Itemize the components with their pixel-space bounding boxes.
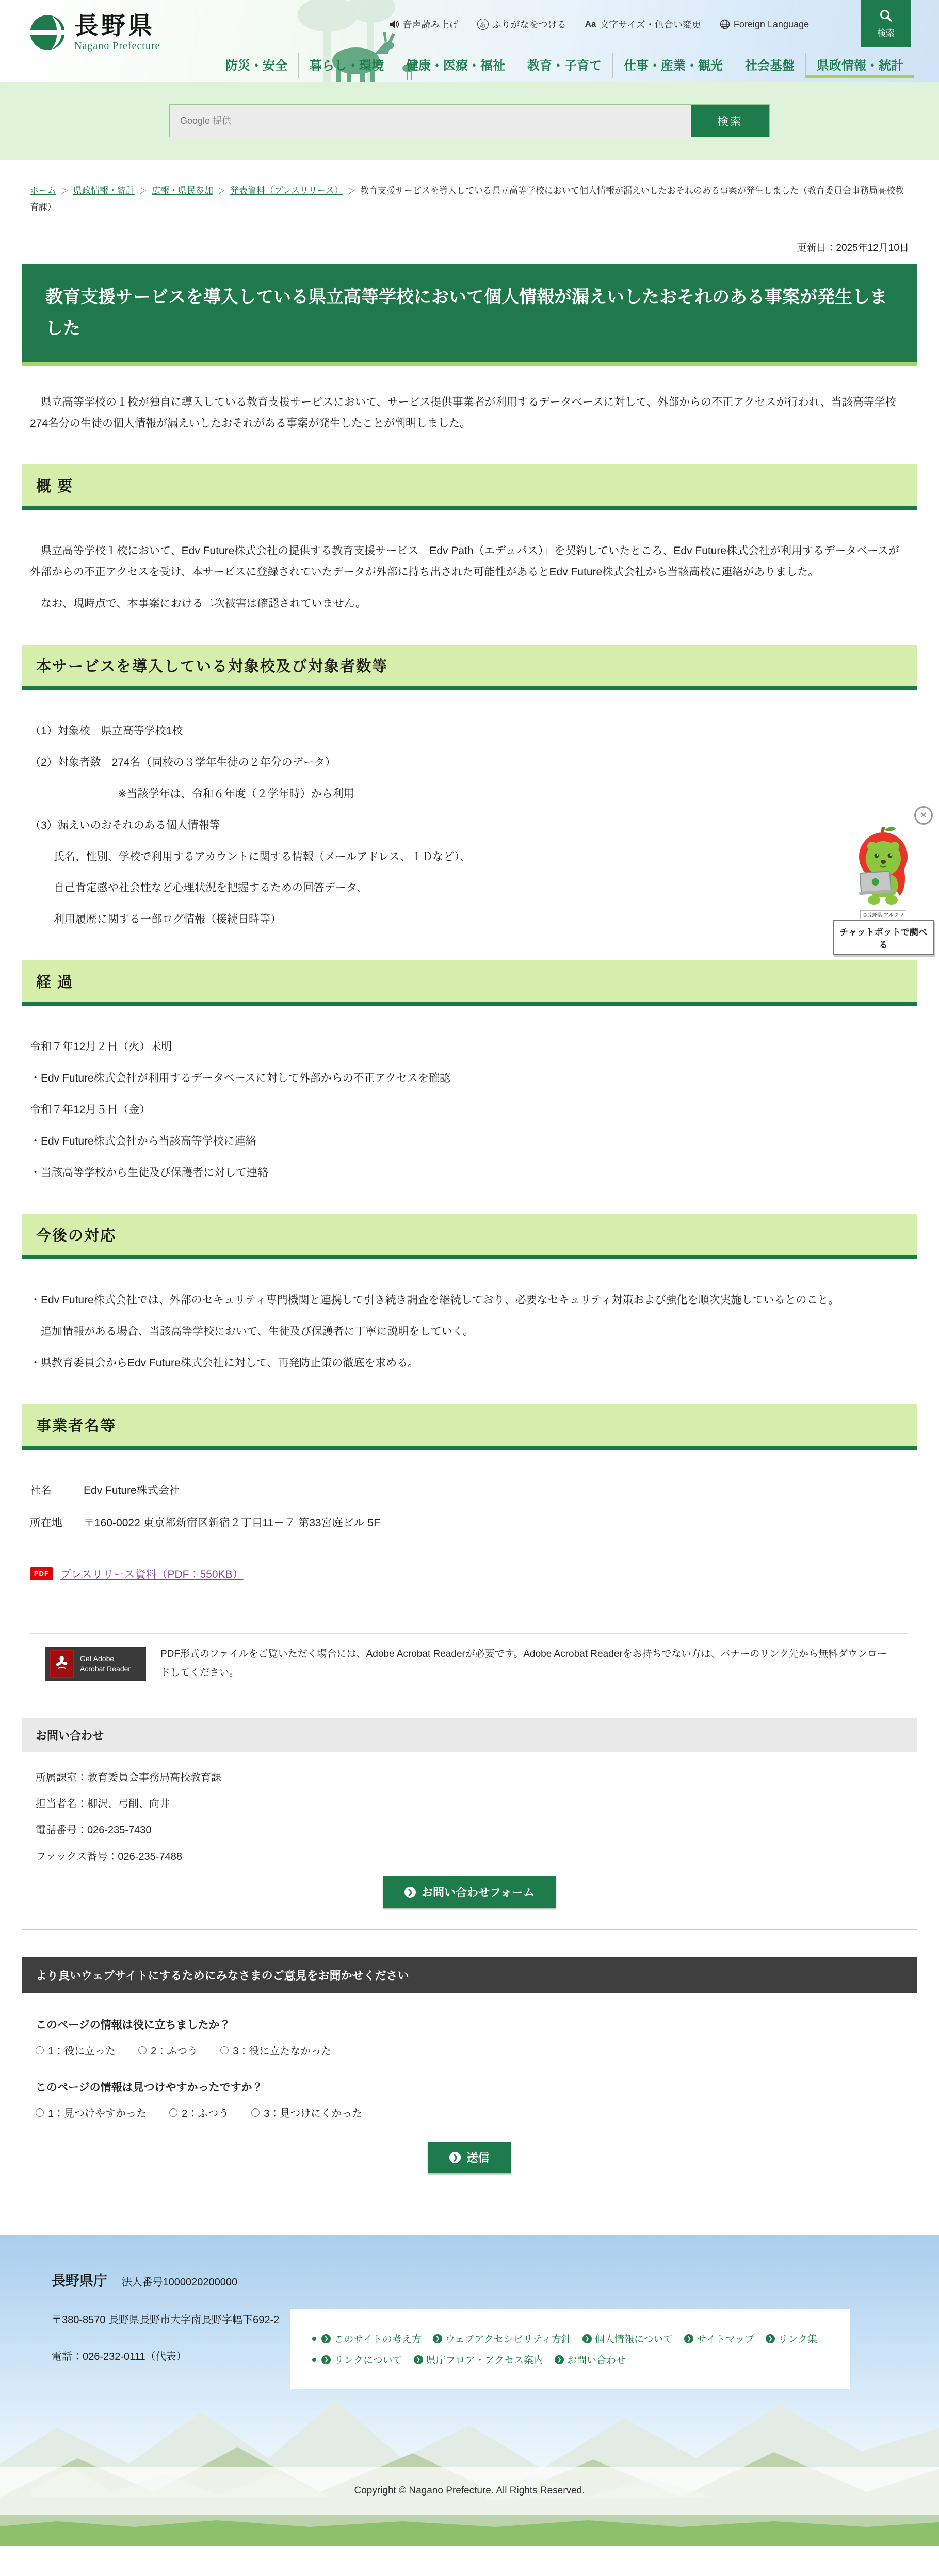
feedback-options-useful [36, 2042, 903, 2057]
globe-icon [720, 19, 730, 29]
chevron-right-icon: ❯ [766, 2334, 775, 2343]
press-release-pdf-row [30, 1566, 909, 1582]
radio-findable-2[interactable] [169, 2108, 177, 2117]
breadcrumb [22, 160, 917, 216]
targets-item-detail: 自己肯定感や社会性など心理状況を把握するための回答データ、 [54, 882, 367, 894]
footer-corp-number: 法人番号1000020200000 [121, 2277, 238, 2289]
response-item: ・県教育委員会からEdv Future株式会社に対して、再発防止策の徹底を求める。 [30, 1357, 419, 1370]
targets-item: （3）漏えいのおそれのある個人情報等 [30, 819, 220, 831]
footer-link-links[interactable]: ❯ リンク集 [766, 2331, 817, 2345]
chevron-right-icon: ❯ [684, 2334, 693, 2343]
chatbot-widget [833, 809, 934, 955]
contact-form-button[interactable]: ❯ お問い合わせフォーム [383, 1876, 556, 1908]
press-release-pdf-link[interactable]: プレスリリース資料（PDF：550KB） [60, 1568, 244, 1581]
nav-item-kenkou[interactable]: 健康・医療・福祉 [395, 53, 516, 78]
timeline-item: ・当該高等学校から生徒及び保護者に対して連絡 [30, 1167, 268, 1179]
adobe-reader-notice [30, 1633, 909, 1694]
nagano-emblem-icon [29, 14, 66, 51]
vendor-address-row [30, 1513, 909, 1534]
footer-link-accessibility[interactable]: ❯ ウェブアクセシビリティ方針 [433, 2331, 571, 2345]
footer-link-about-links[interactable]: ❯ リンクについて [321, 2353, 402, 2366]
chevron-right-icon: ❯ [582, 2334, 592, 2343]
radio-findable-1[interactable] [36, 2108, 44, 2117]
breadcrumb-press[interactable]: 発表資料（プレスリリース） [230, 186, 344, 196]
radio-findable-3[interactable] [251, 2108, 260, 2117]
vendor-name-row [30, 1480, 909, 1502]
site-title: 長野県 [74, 13, 155, 40]
contact-box [22, 1718, 917, 1930]
footer-link-contact[interactable]: ❯ お問い合わせ [555, 2353, 626, 2366]
contact-body [22, 1752, 917, 1929]
feedback-useful-option-3[interactable]: 3：役に立たなかった [220, 2042, 331, 2057]
footer-org-name: 長野県庁 [52, 2273, 107, 2289]
targets-item: （1）対象校 県立高等学校1校 [30, 725, 183, 737]
site-search-input[interactable] [170, 105, 691, 137]
footer-bottom-spacer [0, 2546, 939, 2576]
section-timeline-body [22, 1018, 917, 1184]
section-heading-vendor: 事業者名等 [22, 1404, 917, 1450]
contact-department: 所属課室：教育委員会事務局高校教育課 [36, 1772, 221, 1784]
contact-person: 担当者名：柳沢、弓削、向井 [36, 1798, 170, 1810]
feedback-box [22, 1957, 917, 2202]
utility-bar [389, 18, 809, 31]
intro-paragraph: 県立高等学校の１校が独自に導入している教育支援サービスにおいて、サービス提供事業者が利用するデータベースに対して、外部からの不正アクセスが行われ、当該高等学校274名分の生徒の個人情報が漏えいしたおそれがある事案が発生したことが判明しました。 [30, 396, 896, 429]
nav-item-kensei-active[interactable]: 県政情報・統計 [805, 53, 914, 78]
breadcrumb-home[interactable]: ホーム [30, 186, 56, 196]
contact-fax: ファックス番号：026-235-7488 [36, 1851, 182, 1863]
chevron-right-icon: ❯ [555, 2355, 564, 2364]
feedback-findable-option-1[interactable]: 1：見つけやすかった [36, 2105, 147, 2120]
section-response-body [22, 1271, 917, 1374]
global-nav [215, 53, 914, 78]
footer-phone: 電話：026-232-0111（代表） [52, 2351, 187, 2363]
overview-paragraph: なお、現時点で、本事案における二次被害は確認されていません。 [30, 597, 366, 609]
section-heading-overview: 概 要 [22, 464, 917, 510]
updated-date: 更新日：2025年12月10日 [797, 242, 909, 253]
site-search-submit-button[interactable]: 検索 [691, 105, 769, 137]
site-footer [0, 2235, 939, 2576]
audio-readout-button[interactable]: 音声読み上げ [389, 18, 459, 31]
site-subtitle: Nagano Prefecture [74, 40, 160, 52]
footer-link-floor-access[interactable]: ❯ 県庁フロア・アクセス案内 [414, 2353, 543, 2366]
targets-item-detail: 利用履歴に関する一部ログ情報（接続日時等） [54, 913, 281, 926]
chevron-right-icon: ❯ [321, 2334, 331, 2343]
speaker-icon [389, 20, 399, 29]
footer-office-info [52, 2269, 279, 2363]
section-heading-targets: 本サービスを導入している対象校及び対象者数等 [22, 645, 917, 690]
site-header [0, 0, 939, 82]
contact-heading: お問い合わせ [22, 1718, 917, 1752]
targets-item-note: ※当該学年は、令和６年度（２学年時）から利用 [118, 787, 354, 800]
feedback-submit-button[interactable]: ❯ 送信 [428, 2142, 511, 2173]
footer-address: 〒380-8570 長野県長野市大字南長野字幅下692-2 [52, 2314, 280, 2326]
adobe-acrobat-banner-link[interactable] [45, 1647, 146, 1681]
feedback-question-useful: このページの情報は役に立ちましたか？ [36, 2019, 231, 2032]
chatbot-mascot-icon[interactable] [847, 823, 919, 908]
chevron-right-icon: ❯ [404, 1887, 416, 1898]
radio-useful-2[interactable] [138, 2046, 147, 2054]
adobe-badge-text: Get Adobe Acrobat Reader [80, 1654, 131, 1673]
main-content [22, 160, 917, 2202]
copyright-text: Copyright © Nagano Prefecture. All Rights Reserved. [0, 2467, 939, 2515]
footer-link-privacy[interactable]: ❯ 個人情報について [582, 2331, 673, 2345]
vendor-address-label: 所在地 [30, 1517, 62, 1529]
section-overview-body [22, 522, 917, 615]
overview-paragraph: 県立高等学校１校において、Edv Future株式会社の提供する教育支援サービス「Edv Path（エデュパス）」を契約していたところ、Edv Future株式会社が利用するデータベースが外部からの不正アクセスを受け、本サービスに登録されていたデータが外部に持ち出された可能性があるとEdv Future株式会社から当該高校に連絡がありました。 [30, 544, 900, 578]
search-icon [879, 9, 893, 22]
feedback-options-findable [36, 2105, 903, 2120]
close-icon[interactable]: × [914, 806, 933, 825]
feedback-useful-option-2[interactable]: 2：ふつう [138, 2042, 198, 2057]
section-heading-response: 今後の対応 [22, 1214, 917, 1259]
furigana-icon: あ [477, 19, 489, 30]
footer-link-site-policy[interactable]: ❯ このサイトの考え方 [321, 2331, 422, 2345]
breadcrumb-kensei[interactable]: 県政情報・統計 [73, 186, 135, 196]
site-search-module [169, 104, 770, 137]
targets-item: （2）対象者数 274名（同校の３学年生徒の２年分のデータ） [30, 756, 336, 768]
site-search-band [0, 82, 939, 160]
nav-item-kyouiku[interactable]: 教育・子育て [516, 53, 612, 78]
adobe-notice-text: PDF形式のファイルをご覧いただく場合には、Adobe Acrobat Readerが必要です。Adobe Acrobat Readerをお持ちでない方は、バナーのリンク先から無料ダウンロードしてください。 [160, 1648, 887, 1678]
vendor-name-value: Edv Future株式会社 [84, 1485, 180, 1497]
feedback-findable-option-3[interactable]: 3：見つけにくかった [251, 2105, 362, 2120]
breadcrumb-kouhou[interactable]: 広報・県民参加 [152, 186, 214, 196]
furigana-button[interactable]: あ ふりがなをつける [477, 18, 566, 31]
radio-useful-3[interactable] [220, 2046, 229, 2054]
footer-links-box [290, 2309, 850, 2389]
section-heading-timeline: 経 過 [22, 960, 917, 1006]
radio-useful-1[interactable] [36, 2046, 44, 2054]
feedback-useful-option-1[interactable]: 1：役に立った [36, 2042, 116, 2057]
mascot-credit: ©長野県 アルクマ [860, 910, 906, 919]
timeline-item: ・Edv Future株式会社が利用するデータベースに対して外部からの不正アクセスを確認 [30, 1072, 451, 1085]
breadcrumb-separator: ＞ [61, 187, 69, 196]
breadcrumb-separator: ＞ [218, 187, 226, 196]
feedback-body [22, 1993, 917, 2202]
chevron-right-icon: ❯ [321, 2355, 331, 2364]
nav-item-kurashi[interactable]: 暮らし・環境 [298, 53, 395, 78]
page-title: 教育支援サービスを導入している県立高等学校において個人情報が漏えいしたおそれのある事案が発生しました [22, 264, 917, 366]
feedback-question-findable: このページの情報は見つけやすかったですか？ [36, 2082, 263, 2094]
bullet-icon [312, 2358, 316, 2362]
contact-phone: 電話番号：026-235-7430 [36, 1825, 152, 1837]
vendor-address-value: 〒160-0022 東京都新宿区新宿２丁目11－７ 第33宮庭ビル 5F [84, 1517, 380, 1529]
footer-links-row [312, 2353, 829, 2366]
response-item: ・Edv Future株式会社では、外部のセキュリティ専門機関と連携して引き続き調査を継続しており、必要なセキュリティ対策および強化を順次実施しているとのこと。 [30, 1294, 839, 1307]
chevron-right-icon: ❯ [433, 2334, 442, 2343]
section-vendor-body [22, 1462, 917, 1534]
adobe-acrobat-icon [50, 1650, 74, 1678]
nav-item-bousai[interactable]: 防災・安全 [225, 59, 287, 73]
breadcrumb-separator: ＞ [139, 187, 148, 196]
prefecture-logo[interactable] [29, 13, 160, 52]
chatbot-open-button[interactable]: チャットボットで調べる [833, 920, 934, 955]
pdf-icon: PDF [30, 1567, 53, 1580]
timeline-item: 令和７年12月２日（火）未明 [30, 1041, 172, 1053]
header-search-button[interactable]: 検索 [861, 0, 911, 47]
foreign-language-button[interactable]: Foreign Language [720, 19, 809, 30]
nav-item-shakai[interactable]: 社会基盤 [734, 53, 805, 78]
text-size-icon: Aa [585, 19, 596, 29]
timeline-item: ・Edv Future株式会社から当該高等学校に連絡 [30, 1135, 256, 1148]
section-targets-body [22, 702, 917, 931]
textsize-color-button[interactable]: Aa 文字サイズ・色合い変更 [585, 19, 701, 30]
footer-link-sitemap[interactable]: ❯ サイトマップ [684, 2331, 754, 2345]
bullet-icon [312, 2337, 316, 2341]
response-item: 追加情報がある場合、当該高等学校において、生徒及び保護者に丁寧に説明をしていく。 [30, 1326, 474, 1338]
nav-item-shigoto[interactable]: 仕事・産業・観光 [612, 53, 734, 78]
vendor-name-label: 社名 [30, 1485, 52, 1497]
footer-links-row [312, 2331, 829, 2345]
breadcrumb-separator: ＞ [348, 187, 356, 196]
feedback-heading: より良いウェブサイトにするためにみなさまのご意見をお聞かせください [22, 1957, 917, 1993]
feedback-findable-option-2[interactable]: 2：ふつう [169, 2105, 229, 2120]
timeline-item: 令和７年12月５日（金） [30, 1104, 151, 1116]
chevron-right-icon: ❯ [414, 2355, 423, 2364]
chevron-right-icon: ❯ [449, 2152, 461, 2163]
breadcrumb-current: 教育支援サービスを導入している県立高等学校において個人情報が漏えいしたおそれのある事案が発生しました（教育委員会事務局高校教育課） [30, 186, 904, 213]
targets-item-detail: 氏名、性別、学校で利用するアカウントに関する情報（メールアドレス、ＩＤなど）、 [54, 850, 471, 863]
